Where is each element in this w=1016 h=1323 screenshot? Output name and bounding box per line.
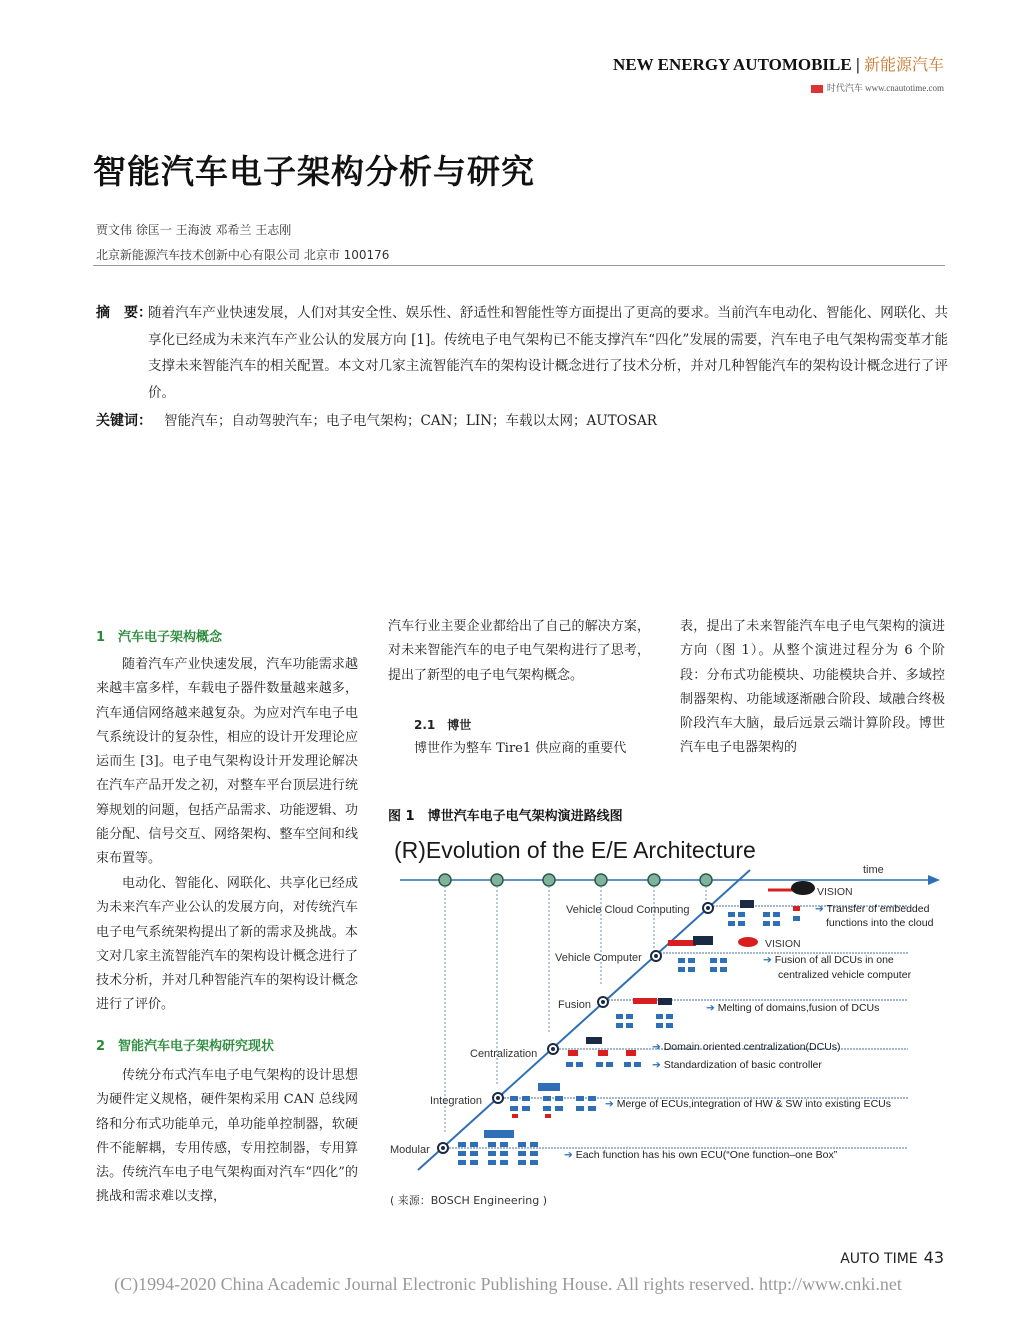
vehicle-computer-description-2: centralized vehicle computer [778,969,912,981]
journal-separator: | [855,55,860,74]
stage-label-modular: Modular [390,1144,430,1156]
cloud-vision-label: VISION [817,886,853,898]
integration-ecu-cluster [510,1083,596,1118]
cloud-ecu-cluster [728,881,815,926]
vehicle-computer-vision-label: VISION [765,938,801,950]
stage-label-vehicle-cloud-computing: Vehicle Cloud Computing [566,904,690,916]
column-2-paragraph-2: 博世作为整车 Tire1 供应商的重要代 [414,741,627,756]
timeline-node [439,874,451,886]
timeline-node [543,874,555,886]
column-2-paragraph-1: 汽车行业主要企业都给出了自己的解决方案，对未来智能汽车的电子电气架构进行了思考，提出了新型的电子电气架构概念。 [388,619,650,683]
mail-icon [811,85,823,93]
vehicle-computer-ecu-cluster [668,936,758,972]
journal-website: 时代汽车 www.cnautotime.com [826,83,944,93]
modular-description: ➔ Each function has his own ECU(“One function–one Box” [564,1149,838,1161]
section-1-heading: 1 汽车电子架构概念 [96,630,223,645]
vehicle-computer-description-1: ➔ Fusion of all DCUs in one [763,954,894,966]
section-2-heading: 2 智能汽车电子架构研究现状 [96,1039,275,1054]
journal-name-zh: 新能源汽车 [863,55,944,74]
page-footer [840,1248,944,1267]
figure-caption: 图 1 博世汽车电子电气架构演进路线图 [388,809,623,824]
title-divider [93,265,945,266]
stage-label-fusion: Fusion [558,999,592,1011]
diagram-heading: (R)Evolution of the E/E Architecture [394,837,756,863]
section-1-paragraph-1: 随着汽车产业快速发展，汽车功能需求越来越丰富多样，车载电子器件数量越来越多，汽车通信网络越来越复杂。为应对汽车电子电气系统设计的复杂性，相应的设计开发理论应运而生 [3]。电子电气架构设计开发理论解决在汽车产品开发之初，对整车平台顶层进行统筹规划的问题，包括产品需求、功能逻辑、功能分配、信号交互、网络架构、整车空间和线束布置等。 [96,657,358,867]
timeline-node [700,874,712,886]
centralization-description-2: ➔ Standardization of basic controller [652,1059,822,1071]
cloud-description-1: ➔ Transfer of embedded [815,903,930,915]
affiliation: 北京新能源汽车技术创新中心有限公司 北京市 100176 [96,248,390,262]
ee-architecture-diagram [388,830,960,1186]
time-axis-label: time [863,864,884,876]
timeline-node [491,874,503,886]
footer-label: AUTO TIME [840,1251,918,1267]
fusion-ecu-cluster [616,998,673,1028]
section-1-paragraph-2: 电动化、智能化、网联化、共享化已经成为未来汽车产业公认的发展方向，对传统汽车电子电气系统架构提出了新的需求及挑战。本文对几家主流智能汽车的架构设计概念进行了技术分析，并对几种智能汽车的架构设计概念进行了评价。 [96,876,358,1013]
stage-label-vehicle-computer: Vehicle Computer [555,952,642,964]
cloud-description-2: functions into the cloud [826,917,934,929]
abstract-label: 摘 要： [96,305,152,321]
page-number: 43 [923,1248,944,1267]
journal-header [613,52,944,75]
author-list: 贾文伟 徐匡一 王海波 邓希兰 王志刚 [96,223,292,237]
integration-description: ➔ Merge of ECUs,integration of HW & SW into existing ECUs [605,1098,891,1110]
cloud-icon [791,881,815,895]
centralization-description-1: ➔ Domain oriented centralization(DCUs) [652,1041,841,1053]
journal-name-en: NEW ENERGY AUTOMOBILE [613,55,852,74]
section-2-paragraph-1: 传统分布式汽车电子电气架构的设计思想为硬件定义规格，硬件架构采用 CAN 总线网络和分布式功能单元，单功能单控制器，软硬件不能解耦，专用传感，专用控制器，专用算法。传统汽车电子电气架构面对汽车“四化”的挑战和需求难以支撑， [96,1068,358,1205]
keywords-text: 智能汽车；自动驾驶汽车；电子电气架构；CAN；LIN；车载以太网；AUTOSAR [164,413,657,429]
column-3-paragraph-1: 表，提出了未来智能汽车电子电气架构的演进方向（图 1）。从整个演进过程分为 6 个阶段：分布式功能模块、功能模块合并、多域控制器架构、功能域逐渐融合阶段、域融合终极阶段汽车大脑，最后远景云端计算阶段。博世汽车电子电器架构的 [680,619,945,756]
keywords-label: 关键词： [96,413,152,429]
article-title: 智能汽车电子架构分析与研究 [93,152,535,191]
stage-label-centralization: Centralization [470,1048,538,1060]
stage-label-integration: Integration [430,1095,482,1107]
abstract-text: 随着汽车产业快速发展，人们对其安全性、娱乐性、舒适性和智能性等方面提出了更高的要求。当前汽车电动化、智能化、网联化、共享化已经成为未来汽车产业公认的发展方向 [1]。传统电子电气架构已不能支撑汽车“四化”发展的需要，汽车电子电气架构需变革才能支撑未来智能汽车的相关配置。本文对几家主流智能汽车的架构设计概念进行了技术分析，并对几种智能汽车的架构设计概念进行了评价。 [148,305,948,401]
fusion-description: ➔ Melting of domains,fusion of DCUs [706,1002,880,1014]
subsection-2-1-heading: 2.1 博世 [414,718,472,732]
time-axis-arrowhead [928,875,940,885]
timeline-node [595,874,607,886]
copyright-watermark: (C)1994-2020 China Academic Journal Electronic Publishing House. All rights reserved. http://www.cnki.net [114,1274,902,1294]
figure-source: ( 来源：BOSCH Engineering ) [390,1194,548,1207]
centralization-ecu-cluster [566,1037,641,1067]
journal-subheader [811,81,944,94]
timeline-node [648,874,660,886]
